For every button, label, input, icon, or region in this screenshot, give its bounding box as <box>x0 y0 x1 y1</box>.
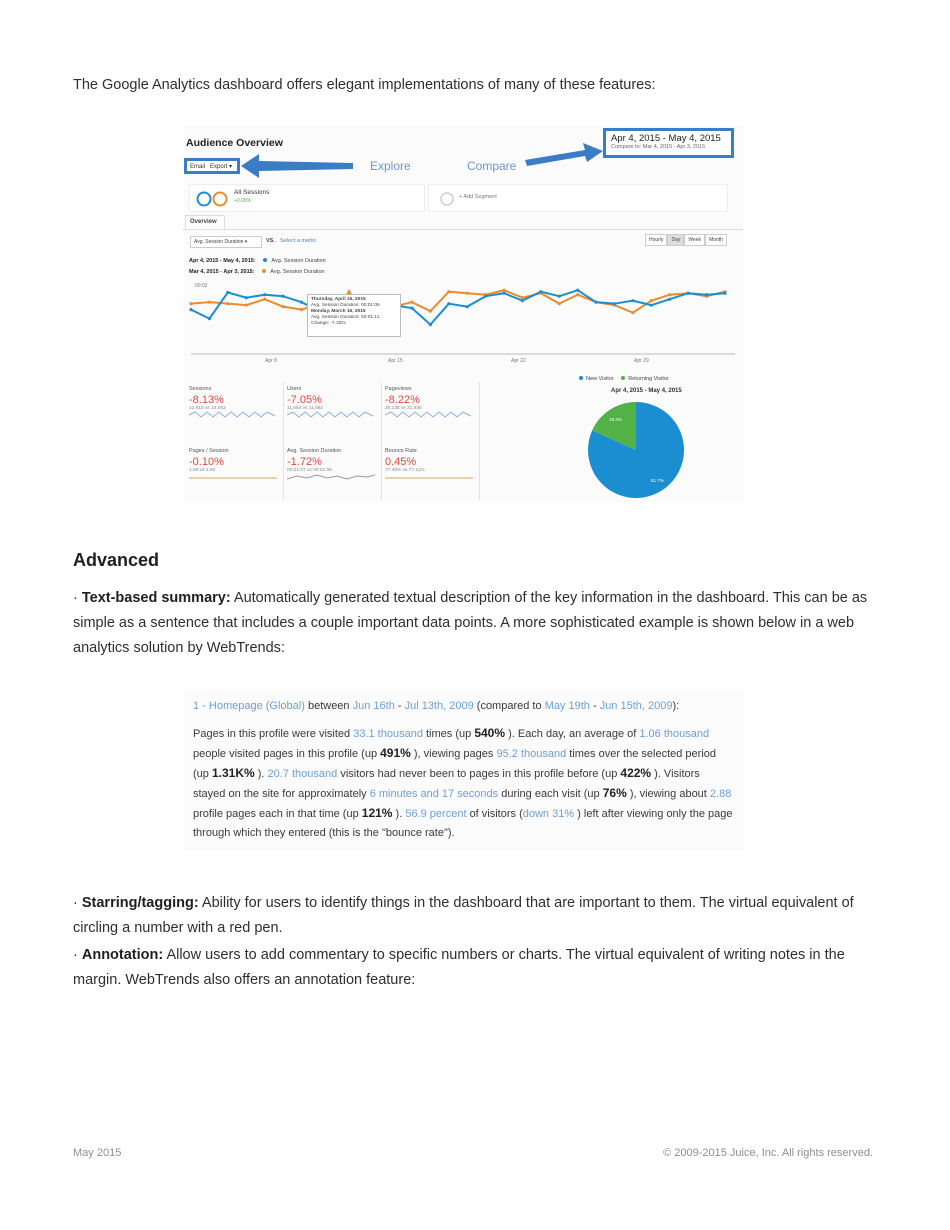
sparkline <box>287 411 375 419</box>
intro-paragraph: The Google Analytics dashboard offers elegant implementations of many of these features: <box>73 77 656 93</box>
previous-period-point <box>668 293 671 296</box>
metric-card-sessions[interactable] <box>189 386 281 446</box>
period-week[interactable]: Week <box>684 234 705 246</box>
annotation-label: Annotation: <box>81 947 164 963</box>
annotation-body: Allow users to add commentary to specific numbers or charts. The virtual equivalent of writing notes in the margin. WebTrends also offers an annotation feature: <box>73 947 845 988</box>
previous-period-point <box>447 290 450 293</box>
square-icon <box>621 376 625 380</box>
previous-period-point <box>300 308 303 311</box>
metric-value: -8.22% <box>385 394 420 406</box>
annotation-bullet: · Annotation: Allow users to add commentary to specific numbers or charts. The virtual equivalent of writing notes in the margin. WebTrends also offers an annotation feature: <box>73 947 845 988</box>
previous-period-point <box>650 299 653 302</box>
previous-period-point <box>410 301 413 304</box>
sparkline <box>385 473 473 481</box>
metric-card-pages-per-session[interactable] <box>189 448 281 502</box>
current-period-point <box>521 299 524 302</box>
metric-value: 0.45% <box>385 456 417 468</box>
footer-copyright: © 2009-2015 Juice, Inc. All rights reserved. <box>663 1147 873 1159</box>
wt-text: ), viewing pages <box>413 748 494 760</box>
current-period-point <box>245 296 248 299</box>
wt-text: between <box>307 700 350 712</box>
current-period-point <box>650 304 653 307</box>
current-period-point <box>410 307 413 310</box>
wt-value[interactable]: 6 minutes and 17 seconds <box>369 788 499 800</box>
select-metric-link[interactable]: Select a metric <box>280 238 317 244</box>
legend-previous-range: Mar 4, 2015 - Apr 3, 2015: <box>189 269 255 275</box>
metric-name: Pageviews <box>385 386 412 392</box>
previous-period-point <box>189 302 192 305</box>
wt-cmp-end[interactable]: Jun 15th, 2009 <box>599 700 673 712</box>
wt-range-end[interactable]: Jul 13th, 2009 <box>404 700 474 712</box>
previous-period-point <box>502 289 505 292</box>
current-period-point <box>208 317 211 320</box>
wt-range-start[interactable]: Jun 16th <box>352 700 395 712</box>
segment-pct: +0.00% <box>234 198 252 204</box>
wt-text: ): <box>672 700 680 712</box>
metric-card-users[interactable] <box>287 386 379 446</box>
compare-annotation: Compare <box>467 159 517 173</box>
advanced-heading: Advanced <box>73 550 160 570</box>
current-period-point <box>576 289 579 292</box>
current-period-point <box>558 295 561 298</box>
text-summary-label: Text-based summary: <box>81 590 231 606</box>
metric-sub: 77.46% vs 77.11% <box>385 468 425 473</box>
tooltip-line-4: Avg. Session Duration: 00:01:11 <box>311 315 380 320</box>
metric-sub: 00:01:07 vs 00:01:08 <box>287 468 332 473</box>
current-period-point <box>595 301 598 304</box>
current-period-point <box>723 292 726 295</box>
ga-email-button[interactable]: Email <box>190 164 206 170</box>
metric-sub: 12,910 vs 14,052 <box>189 406 226 411</box>
previous-period-point <box>558 302 561 305</box>
current-period-point <box>300 301 303 304</box>
wt-value[interactable]: 95.2 thousand <box>496 748 567 760</box>
pie-legend-new: New Visitor <box>586 376 614 382</box>
tooltip-line-2: Avg. Session Duration: 00:01:06 <box>311 303 380 308</box>
current-period-point <box>539 290 542 293</box>
visitor-pie-chart <box>583 398 693 502</box>
wt-text: ). Visitors stayed on the site for approximately <box>193 768 700 800</box>
pie-label-returning: 18.3% <box>609 417 622 422</box>
text-summary-bullet: · Text-based summary: Automatically generated textual description of the key information in the dashboard. This can be as simple as a sentence that includes a couple important data points. A more sophisticated example is shown below in a web analytics solution by WebTrends: <box>73 590 868 656</box>
wt-text: ). <box>395 808 403 820</box>
session-duration-line-chart <box>183 126 743 376</box>
period-day[interactable]: Day <box>667 234 684 246</box>
wt-value[interactable]: 33.1 thousand <box>353 728 423 740</box>
previous-period-point <box>226 302 229 305</box>
wt-text: visitors had never been to pages in this profile before (up <box>340 768 618 780</box>
wt-change: 540% <box>474 726 506 740</box>
wt-change: 1.31K% <box>211 766 255 780</box>
chart-tooltip <box>307 294 401 337</box>
current-period-point <box>687 292 690 295</box>
metric-value: -8.13% <box>189 394 224 406</box>
previous-period-line <box>191 290 725 312</box>
metric-name: Bounce Rate <box>385 448 417 454</box>
previous-period-point <box>429 310 432 313</box>
sparkline <box>385 411 473 419</box>
legend-current-range: Apr 4, 2015 - May 4, 2015: <box>189 258 256 264</box>
starring-bullet: · Starring/tagging: Ability for users to identify things in the dashboard that are important to them. The virtual equivalent of circling a number with a red pen. <box>73 895 854 936</box>
tooltip-line-1: Thursday, April 16, 2015 <box>311 297 366 302</box>
previous-period-point <box>281 305 284 308</box>
wt-value[interactable]: down 31% <box>522 808 575 820</box>
wt-change: 422% <box>620 766 652 780</box>
starring-body: Ability for users to identify things in the dashboard that are important to them. The virtual equivalent of circling a number with a red pen. <box>73 895 854 936</box>
current-period-point <box>226 291 229 294</box>
wt-text: ), viewing about <box>629 788 707 800</box>
metric-sub: 11,054 vs 11,892 <box>287 406 324 411</box>
webtrends-summary-figure <box>183 690 743 850</box>
current-period-point <box>631 299 634 302</box>
wt-value[interactable]: 20.7 thousand <box>267 768 338 780</box>
current-period-line <box>191 290 725 324</box>
current-period-point <box>613 302 616 305</box>
x-tick-label: Apr 22 <box>511 358 526 364</box>
wt-change: 491% <box>380 746 411 760</box>
tooltip-line-5: Change: -7.33% <box>311 321 346 326</box>
x-tick-label: Apr 15 <box>388 358 403 364</box>
y-tick: 00:02 <box>195 283 208 289</box>
wt-text: ) left after viewing only the page through which they entered (this is the "bounce rate"). <box>193 808 733 839</box>
wt-value[interactable]: 2.88 <box>709 788 732 800</box>
wt-value[interactable]: 56.9 percent <box>405 808 467 820</box>
metric-name: Users <box>287 386 302 392</box>
previous-period-point <box>466 292 469 295</box>
pie-legend-returning: Returning Visitor <box>628 376 669 382</box>
current-period-point <box>189 308 192 311</box>
card-divider <box>283 382 284 500</box>
previous-period-point <box>521 296 524 299</box>
pie-label-new: 81.7% <box>651 478 664 483</box>
metric-sub: 1.56 vs 1.56 <box>189 468 216 473</box>
metric-name: Avg. Session Duration <box>287 448 342 454</box>
metric-value: -1.72% <box>287 456 322 468</box>
sparkline <box>189 473 277 481</box>
legend-previous-metric: Avg. Session Duration <box>270 269 325 275</box>
wt-text: times (up <box>426 728 472 740</box>
current-period-point <box>447 302 450 305</box>
x-tick-label: Apr 29 <box>634 358 649 364</box>
period-hourly[interactable]: Hourly <box>645 234 667 246</box>
wt-change: 121% <box>361 806 393 820</box>
wt-text: ). <box>257 768 265 780</box>
explore-annotation: Explore <box>370 159 411 173</box>
wt-text: people visited pages in this profile (up <box>193 748 378 760</box>
metric-select-value: Avg. Session Duration <box>194 239 244 245</box>
sparkline <box>189 411 277 419</box>
card-divider <box>479 382 480 500</box>
metric-value: -0.10% <box>189 456 224 468</box>
vs-label: VS. <box>266 238 275 244</box>
add-segment-label: + Add Segment <box>459 194 497 200</box>
metric-card-bounce-rate[interactable] <box>385 448 477 502</box>
current-period-point <box>263 293 266 296</box>
wt-text: Pages in this profile were visited <box>193 728 351 740</box>
wt-value[interactable]: 1.06 thousand <box>639 728 710 740</box>
current-period-point <box>668 298 671 301</box>
current-period-point <box>705 293 708 296</box>
previous-period-point <box>263 298 266 301</box>
wt-text: of visitors ( <box>469 808 523 820</box>
tooltip-line-3: Monday, March 16, 2015 <box>311 309 366 314</box>
segment-name: All Sessions <box>234 189 270 196</box>
ga-date-range: Apr 4, 2015 - May 4, 2015 <box>611 133 721 144</box>
card-divider <box>381 382 382 500</box>
legend-current-metric: Avg. Session Duration <box>271 258 326 264</box>
metric-sub: 20,135 vs 21,938 <box>385 406 422 411</box>
wt-text: ). Each day, an average of <box>508 728 637 740</box>
pie-title: Apr 4, 2015 - May 4, 2015 <box>611 388 682 394</box>
metric-card-avg-session-duration[interactable] <box>287 448 379 502</box>
metric-name: Pages / Session <box>189 448 229 454</box>
wt-text: times over the selected period (up <box>193 748 716 780</box>
text-summary-body: Automatically generated textual description of the key information in the dashboard. This can be as simple as a sentence that includes a couple important data points. A more sophisticated example is shown below in a web analytics solution by WebTrends: <box>73 590 868 656</box>
ga-export-button[interactable]: Export <box>210 164 228 170</box>
square-icon <box>579 376 583 380</box>
webtrends-body <box>193 724 733 843</box>
pie-legend <box>579 376 669 382</box>
previous-period-point <box>631 311 634 314</box>
profile-link[interactable]: 1 - Homepage (Global) <box>193 700 305 712</box>
metric-card-pageviews[interactable] <box>385 386 477 446</box>
ga-dashboard-figure <box>183 126 743 502</box>
current-period-point <box>466 305 469 308</box>
tab-overview[interactable]: Overview <box>185 215 225 229</box>
previous-period-point <box>576 293 579 296</box>
previous-period-point <box>245 304 248 307</box>
previous-period-point <box>208 301 211 304</box>
wt-text: (compared to <box>476 700 542 712</box>
wt-text: during each visit (up <box>501 788 600 800</box>
current-period-point <box>281 295 284 298</box>
ga-compare-range: Compare to: Mar 4, 2015 - Apr 3, 2015 <box>611 144 706 150</box>
sparkline <box>287 473 375 481</box>
current-period-point <box>502 292 505 295</box>
webtrends-header: 1 - Homepage (Global) between Jun 16th - Jul 13th, 2009 (compared to May 19th - Jun 15th, 2009): <box>193 700 680 712</box>
x-tick-label: Apr 8 <box>265 358 277 364</box>
wt-text: profile pages each in that time (up <box>193 808 359 820</box>
metric-name: Sessions <box>189 386 212 392</box>
footer-date: May 2015 <box>73 1147 122 1159</box>
chevron-down-icon: ▾ <box>229 164 233 170</box>
wt-change: 76% <box>602 786 627 800</box>
period-month[interactable]: Month <box>705 234 727 246</box>
wt-cmp-start[interactable]: May 19th <box>544 700 590 712</box>
metric-select[interactable]: Avg. Session Duration ▾ <box>190 236 262 248</box>
current-period-point <box>484 295 487 298</box>
metric-value: -7.05% <box>287 394 322 406</box>
ga-title: Audience Overview <box>186 137 283 149</box>
current-period-point <box>429 323 432 326</box>
starring-label: Starring/tagging: <box>81 895 199 911</box>
